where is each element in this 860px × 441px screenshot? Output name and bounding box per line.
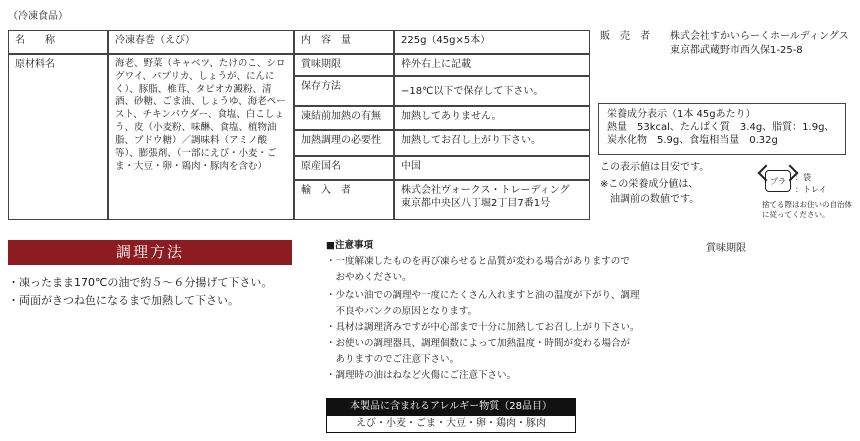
name-label: 名 称 — [8, 30, 108, 54]
category-label: （冷凍食品） — [8, 11, 68, 22]
name-value: 冷凍春巻（えび） — [108, 30, 294, 54]
preheat-label: 凍結前加熱の有無 — [294, 106, 394, 130]
storage-value: −18℃以下で保存して下さい。 — [394, 76, 590, 106]
caution-line-2: おやめください。 — [326, 272, 412, 283]
ingredients-label: 原材料名 — [8, 54, 108, 220]
caution-line-1: ・一度解凍したものを再び凍らせると品質が変わる場合がありますので — [326, 256, 630, 267]
nutrition-note1: この表示値は目安です。 — [600, 162, 710, 173]
caution-line-6: ・お使いの調理器具、調理個数によって加熱温度・時間が変わる場合が — [326, 338, 631, 349]
origin-label: 原産国名 — [294, 156, 394, 180]
best-before-label: 賞味期限 — [294, 54, 394, 76]
nutrition-note3: 油調前の数値です。 — [600, 194, 700, 205]
cooking-title: 調理方法 — [8, 240, 292, 265]
nutrition-title: 栄養成分表示（1本 45gあたり） — [607, 109, 756, 120]
importer-address: 東京都中央区八丁堀2丁目7番1号 — [401, 198, 551, 209]
nutrition-box — [598, 103, 846, 155]
caution-line-4: 不良やパンクの原因となります。 — [326, 306, 478, 317]
importer-label: 輸 入 者 — [294, 180, 394, 220]
allergy-title: 本製品に含まれるアレルギー物質（28品目） — [326, 398, 576, 415]
caution-line-8: ・調理時の油はねなど火傷にご注意下さい。 — [326, 370, 517, 381]
nutrition-line2: 炭水化物 5.9g、食塩相当量 0.32g — [607, 135, 778, 146]
spec-table — [8, 30, 590, 220]
caution-line-3: ・少ない油での調理や一度にたくさん入れますと油の温度が下がり、調理 — [326, 290, 640, 301]
cautions-title: ■注意事項 — [326, 240, 373, 251]
nutrition-note2: ※この栄養成分値は、 — [600, 179, 699, 190]
recycle-mark-text: プラ — [770, 177, 786, 186]
seller-address: 東京都武蔵野市西久保1-25-8 — [670, 45, 803, 56]
allergy-items: えび・小麦・ごま・大豆・卵・鶏肉・豚肉 — [326, 415, 576, 433]
cooking-step1: ・凍ったまま170℃の油で約５～６分揚げて下さい。 — [8, 276, 273, 289]
preheat-value: 加熱してありません。 — [394, 106, 590, 130]
importer-value — [394, 180, 590, 220]
best-before-box-label: 賞味期限 — [706, 243, 746, 254]
recycle-bag: ：袋 — [795, 173, 811, 182]
net-label: 内 容 量 — [294, 30, 394, 54]
seller-name: 株式会社すかいらーくホールディングス — [670, 31, 849, 42]
ingredients-value: 海老、野菜（キャベツ、たけのこ、シログワイ、パプリカ、しょうが、にんにく）、豚脂、椎茸、タピオカ澱粉、清酒、砂糖、ごま油、しょうゆ、海老ペースト、チキンパウダー、食塩、白こしょう、皮（小麦粉、味醂、食塩、植物油脂、ブドウ糖）／調味料（アミノ酸等）、膨張剤、（一部にえび・小麦・ごま・大豆・卵・鶏肉・豚肉を含む） — [108, 54, 294, 220]
storage-label: 保存方法 — [294, 76, 394, 106]
heating-label: 加熱調理の必要性 — [294, 130, 394, 156]
caution-line-5: ・具材は調理済みですが中心部まで十分に加熱してお召し上がり下さい。 — [326, 322, 640, 333]
recycle-note: 捨てる際はお住いの自治体に従ってください。 — [762, 200, 852, 219]
caution-line-7: ありますのでご注意下さい。 — [326, 354, 460, 365]
cooking-step2: ・両面がきつね色になるまで加熱して下さい。 — [8, 294, 239, 307]
nutrition-line1: 熱量 53kcal、たんぱく質 3.4g、脂質：1.9g、 — [607, 122, 835, 133]
origin-value: 中国 — [394, 156, 590, 180]
seller-label: 販 売 者 — [600, 31, 650, 42]
heating-value: 加熱してお召し上がり下さい。 — [394, 130, 590, 156]
importer-name: 株式会社ヴォークス・トレーディング — [401, 185, 570, 196]
recycle-tray: ：トレイ — [795, 185, 827, 194]
best-before-value: 枠外右上に記載 — [394, 54, 590, 76]
net-value: 225g（45g×5本） — [394, 30, 590, 54]
